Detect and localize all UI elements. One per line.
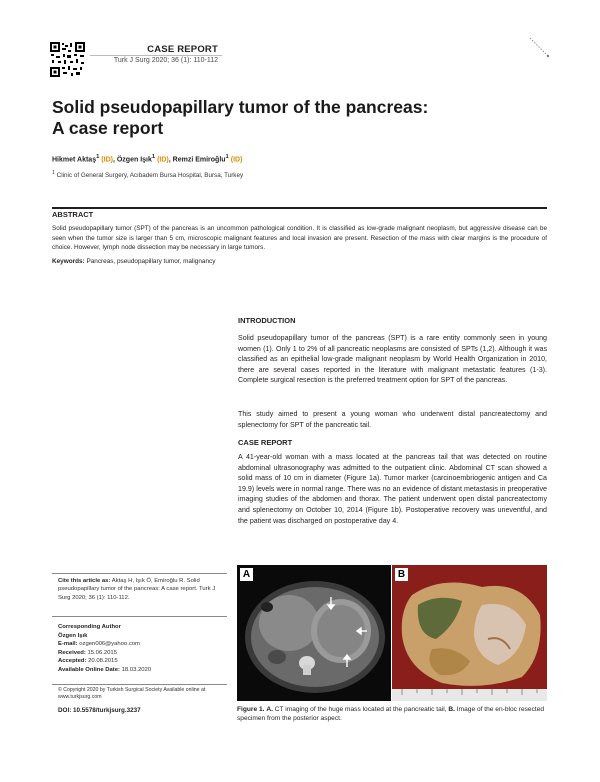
figure-1a-ct-image — [237, 565, 391, 701]
header-divider — [90, 55, 222, 56]
figure-1b-specimen-image — [392, 565, 547, 701]
doi-label: DOI: — [58, 707, 72, 714]
abstract-text: Solid pseudopapillary tumor (SPT) of the pancreas is an uncommon pathological condition. It is classified as low-grade malignant neoplasm, but aggressive disease can be seen when the tumor size is larger than 5 cm, microscopic malignant features and local invasion are present. Resection of the mass with clear margins is the procedure of choice. However, lymph node dissection may be necessary in large tumors. — [52, 225, 547, 252]
online-date: 18.03.2020 — [121, 666, 152, 673]
title-line-2: A case report — [52, 118, 164, 138]
keywords — [52, 258, 215, 265]
caption-label: Figure 1. — [237, 706, 265, 713]
article-type-label: CASE REPORT — [147, 44, 218, 55]
orcid-icon[interactable]: (ID) — [230, 156, 243, 164]
cite-label: Cite this article as: — [58, 578, 111, 584]
journal-citation: Turk J Surg 2020; 36 (1): 110-112 — [113, 57, 218, 64]
case-report-heading: CASE REPORT — [238, 438, 293, 447]
caption-text-b: Image of the en-bloc resected specimen from the posterior aspect. — [237, 706, 545, 722]
received-label: Received: — [58, 649, 86, 656]
sidebar-rule-bottom — [52, 684, 227, 685]
figure-label-b: B — [395, 568, 408, 581]
correspondence-box — [58, 623, 224, 675]
caption-b-label: B. — [448, 706, 455, 713]
accepted-label: Accepted: — [58, 658, 87, 665]
caption-text-a: CT imaging of the huge mass located at the pancreatic tail, — [272, 706, 449, 713]
orcid-icon[interactable]: (ID) — [157, 156, 169, 164]
keywords-text: Pancreas, pseudopapillary tumor, malignancy — [86, 258, 216, 265]
email-label: E-mail: — [58, 641, 78, 648]
doi-value[interactable]: 10.5578/turkjsurg.3237 — [73, 707, 141, 714]
ct-scan-graphic — [237, 565, 391, 701]
author-list: Hikmet Aktaş$^1$ (ID), Özgen Işık$^1$ (ID), Remzi Emiroğlu$^1$ (ID) — [52, 154, 243, 164]
sidebar-rule-mid — [52, 616, 227, 617]
case-report-paragraph: A 41-year-old woman with a mass located at the pancreas tail that was detected on routine abdominal ultrasonography was admitted to the outpatient clinic. Abdominal CT scan showed a solid mass of 10 cm in diameter (Figure 1a). Tumor marker (carcinoembriogenic antigen and Ca 19.9) levels were in normal range. There was no an evidence of distant metastasis in preoperative imaging studies of the abdomen and thorax. The patient underwent open distal pancreatectomy and splenectomy on October 10, 2014 (Figure 1b). Postoperative recovery was uneventful, and the patient was discharged on postoperative day 4. — [238, 453, 547, 525]
sidebar-rule-top — [52, 573, 227, 574]
abstract-rule — [52, 207, 547, 209]
abstract-heading: ABSTRACT — [52, 210, 94, 219]
copyright-notice: © Copyright 2020 by Turkish Surgical Society Available online at www.turkjsurg.com — [58, 687, 206, 701]
cite-text: Aktaş H, Işık Ö, Emiroğlu R. Solid pseudopapillary tumor of the pancreas: A case report. Turk J Surg 2020; 36 (1): 110-112. — [58, 578, 216, 601]
accepted-date: 20.08.2015 — [88, 658, 118, 665]
corner-decoration — [528, 36, 550, 58]
doi — [58, 707, 141, 714]
introduction-paragraph-1: Solid pseudopapillary tumor of the pancreas (SPT) is a rare entity commonly seen in young women (1). Only 1 to 2% of all pancreatic neoplasms are consisted of SPTs (1,2). Although it was classified as an epithelial low-grade malignant neoplasm by World Health Organization in 2010, there are several cases reported in the literature with malignant metastatic features (1-3). Complete surgical resection is the preferred treatment option for SPT of the pancreas. — [238, 334, 547, 385]
article-title — [52, 97, 512, 139]
title-line-1: Solid pseudopapillary tumor of the pancreas: — [52, 97, 429, 117]
affiliation-text: Clinic of General Surgery, Acıbadem Bursa Hospital, Bursa, Turkey — [56, 172, 244, 180]
online-label: Available Online Date: — [58, 666, 120, 673]
figure-label-a: A — [240, 568, 253, 581]
corr-label: Corresponding Author — [58, 624, 121, 630]
caption-a-label: A. — [266, 706, 273, 713]
figure-caption — [237, 705, 547, 723]
email-link[interactable]: ozgen006@yahoo.com — [79, 641, 140, 648]
affiliation — [52, 170, 243, 179]
introduction-heading: INTRODUCTION — [238, 316, 296, 325]
cite-box — [58, 577, 224, 602]
author-name: Hikmet Aktaş — [52, 156, 97, 164]
author-name: Özgen Işık — [116, 156, 152, 164]
author-sup: 1 — [225, 154, 229, 160]
corr-name: Özgen Işık — [58, 632, 88, 639]
author-sup: 1 — [151, 154, 156, 160]
orcid-icon[interactable]: (ID) — [101, 156, 113, 164]
author-sup: 1 — [96, 154, 100, 160]
keywords-label: Keywords: — [52, 258, 85, 265]
affiliation-sup: 1 — [52, 170, 55, 176]
specimen-graphic — [392, 565, 547, 701]
introduction-paragraph-2: This study aimed to present a young woman who underwent distal pancreatectomy and splenectomy for SPT of the pancreatic tail. — [238, 410, 547, 429]
received-date: 15.06.2015 — [87, 649, 117, 656]
qr-code — [50, 42, 85, 77]
author-name: Remzi Emiroğlu — [172, 156, 226, 164]
